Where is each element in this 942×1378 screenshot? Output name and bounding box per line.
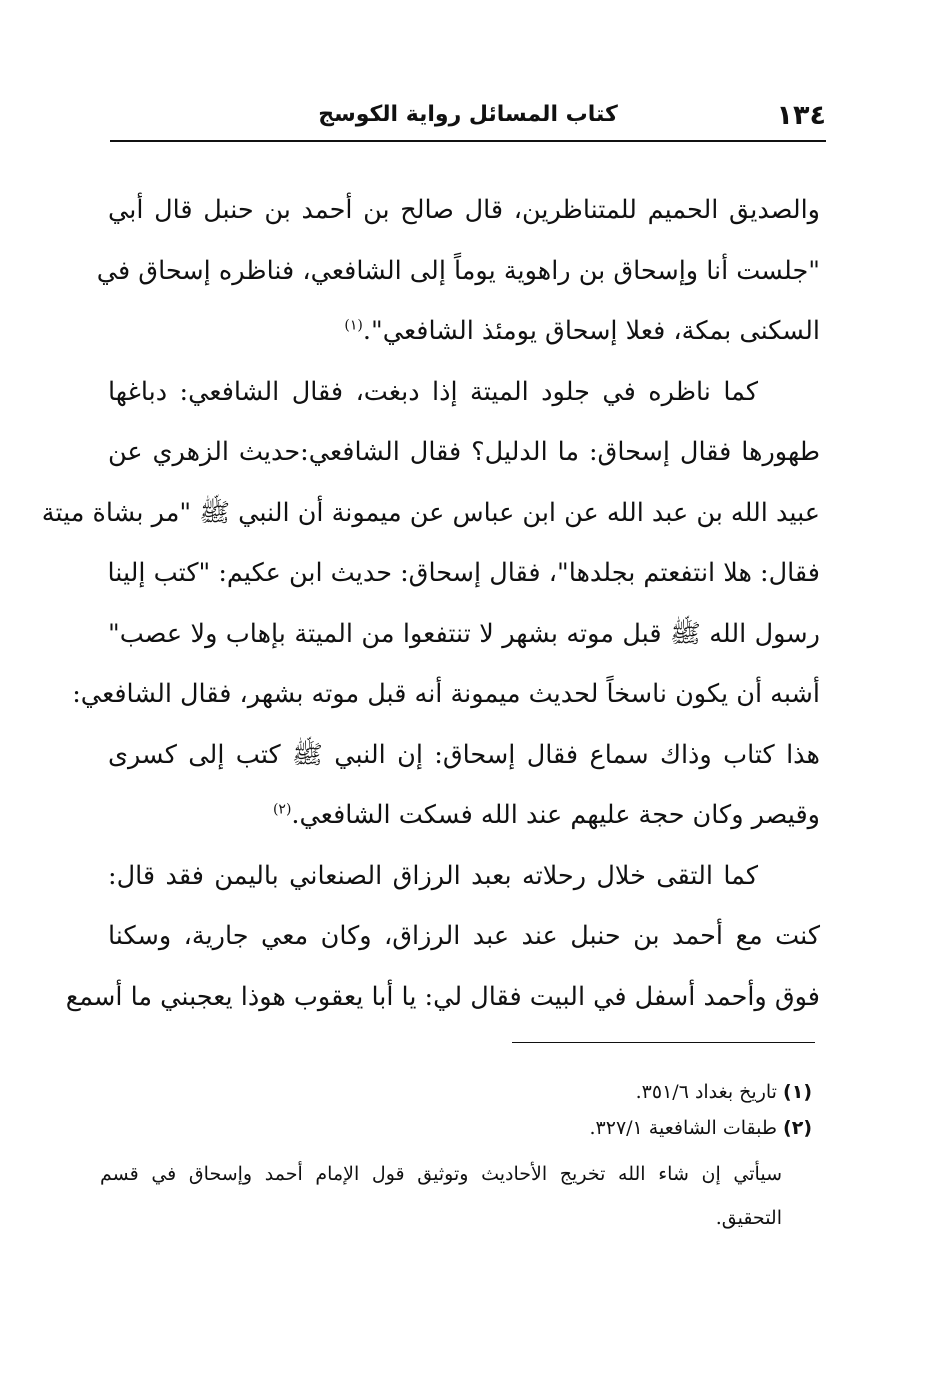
footnote-1-mark: (١) bbox=[783, 1081, 812, 1103]
text-line-content: السكنى بمكة، فعلا إسحاق يومئذ الشافعي". bbox=[362, 316, 820, 346]
text-line: هذا كتاب وذاك سماع فقال إسحاق: إن النبي ﷺ كتب إلى كسرى bbox=[108, 739, 820, 770]
text-line: كما ناظره في جلود الميتة إذا دبغت، فقال الشافعي: دباغها bbox=[108, 376, 758, 407]
footnote-ref-2: (٢) bbox=[272, 801, 292, 818]
footnote-2-text: طبقات الشافعية ٣٢٧/١. bbox=[589, 1117, 777, 1139]
footnote-1 bbox=[100, 1074, 812, 1110]
footnote-note-line: التحقيق. bbox=[715, 1207, 782, 1229]
footnote-2-mark: (٢) bbox=[783, 1117, 812, 1139]
text-line bbox=[108, 301, 820, 362]
footnotes bbox=[100, 1074, 812, 1240]
text-line bbox=[108, 785, 820, 846]
text-line: فقال: هلا انتفعتم بجلدها"، فقال إسحاق: حديث ابن عكيم: "كتب إلينا bbox=[107, 558, 820, 588]
main-text bbox=[41, 180, 820, 1027]
text-line: كما التقى خلال رحلاته بعبد الرزاق الصنعاني باليمن فقد قال: bbox=[108, 860, 758, 891]
text-line: فوق وأحمد أسفل في البيت فقال لي: يا أبا يعقوب هوذا يعجبني ما أسمع bbox=[65, 981, 820, 1012]
footnote-ref-1: (١) bbox=[344, 317, 363, 334]
text-line: عبيد الله بن عبد الله عن ابن عباس عن ميمونة أن النبي ﷺ "مر بشاة ميتة bbox=[41, 497, 820, 528]
text-line: رسول الله ﷺ قبل موته بشهر لا تنتفعوا من الميتة بإهاب ولا عصب" bbox=[108, 618, 820, 649]
text-line: أشبه أن يكون ناسخاً لحديث ميمونة أنه قبل موته بشهر، فقال الشافعي: bbox=[72, 679, 820, 709]
footnote-note-line: سيأتي إن شاء الله تخريج الأحاديث وتوثيق قول الإمام أحمد وإسحاق في قسم bbox=[100, 1163, 782, 1185]
footnote-1-text: تاريخ بغداد ٣٥١/٦. bbox=[635, 1081, 777, 1103]
footnote-2 bbox=[100, 1110, 812, 1146]
text-line: كنت مع أحمد بن حنبل عند عبد الرزاق، وكان معي جارية، وسكنا bbox=[108, 921, 820, 951]
text-line-content: وقيصر وكان حجة عليهم عند الله فسكت الشافعي. bbox=[291, 800, 820, 830]
text-line: طهورها فقال إسحاق: ما الدليل؟ فقال الشافعي:حديث الزهري عن bbox=[108, 437, 820, 467]
text-line: والصديق الحميم للمتناظرين، قال صالح بن أحمد بن حنبل قال أبي bbox=[108, 195, 820, 225]
page-header bbox=[110, 100, 826, 142]
running-title: كتاب المسائل رواية الكوسج bbox=[318, 102, 618, 127]
text-line: "جلست أنا وإسحاق بن راهوية يوماً إلى الشافعي، فناظره إسحاق في bbox=[96, 255, 820, 286]
footnote-note bbox=[100, 1152, 812, 1240]
page-number: ١٣٤ bbox=[776, 100, 826, 131]
footnote-separator bbox=[512, 1042, 815, 1043]
